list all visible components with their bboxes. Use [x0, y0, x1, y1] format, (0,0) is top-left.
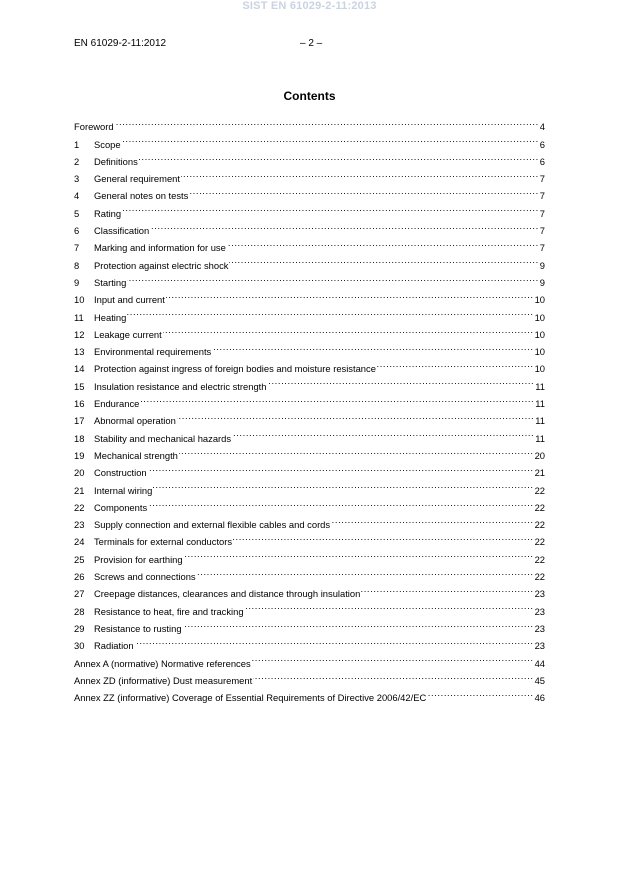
toc-entry[interactable]: [74, 217, 545, 237]
toc-entry-page: 7: [539, 207, 545, 219]
toc-leader-dots: [229, 251, 538, 268]
contents-title: Contents: [283, 89, 336, 103]
toc-entry-title: Endurance: [94, 398, 140, 410]
toc-entry-title: General notes on tests: [94, 190, 189, 202]
toc-entry[interactable]: [74, 321, 545, 338]
toc-entry-page: 6: [539, 138, 545, 150]
toc-entry-page: 22: [534, 501, 545, 513]
toc-entry-title: Stability and mechanical hazards: [94, 432, 232, 444]
toc-entry-page: 11: [535, 415, 545, 427]
toc-entry-number: 17: [74, 415, 85, 427]
toc-entry-title: Provision for earthing: [94, 553, 183, 565]
toc-entry-title: Heating: [94, 311, 127, 323]
toc-leader-dots: [197, 563, 534, 580]
toc-entry-page: 45: [534, 674, 545, 686]
toc-entry-page: 10: [534, 311, 545, 323]
toc-entry-number: 15: [74, 380, 85, 392]
document-id: EN 61029-2-11:2012: [74, 38, 167, 49]
toc-entry[interactable]: [74, 286, 545, 306]
toc-entry-page: 23: [534, 640, 545, 652]
toc-leader-dots: [122, 199, 539, 216]
toc-entry-number: 19: [74, 449, 85, 461]
toc-entry-page: 22: [534, 536, 545, 548]
toc-entry-number: 4: [74, 190, 80, 202]
toc-leader-dots: [184, 545, 534, 562]
toc-entry-title: Rating: [94, 207, 122, 219]
toc-leader-dots: [166, 286, 534, 303]
toc-entry-page: 7: [539, 225, 545, 237]
toc-leader-dots: [227, 234, 539, 251]
toc-entry-number: 10: [74, 294, 85, 306]
toc-entry-number: 20: [74, 467, 85, 479]
toc-leader-dots: [268, 372, 535, 389]
toc-leader-dots: [115, 113, 539, 130]
toc-entry-title: Definitions: [94, 155, 138, 167]
toc-entry-number: 27: [74, 588, 85, 600]
toc-entry[interactable]: [74, 113, 545, 133]
toc-entry[interactable]: [74, 632, 545, 652]
toc-entry-number: 5: [74, 207, 80, 219]
toc-entry-title: Terminals for external conductors: [94, 536, 233, 548]
toc-entry-number: 1: [74, 138, 80, 150]
toc-entry-page: 22: [534, 484, 545, 496]
toc-entry-number: 29: [74, 622, 85, 634]
toc-entry-page: 23: [534, 588, 545, 600]
toc-leader-dots: [427, 684, 533, 701]
toc-leader-dots: [122, 130, 539, 147]
toc-entry[interactable]: [74, 165, 545, 185]
toc-entry-title: Mechanical strength: [94, 449, 178, 461]
toc-entry-page: 7: [539, 173, 545, 185]
toc-leader-dots: [148, 494, 533, 511]
toc-entry-page: 7: [539, 190, 545, 202]
toc-entry-title: Construction: [94, 467, 147, 479]
toc-entry-title: Leakage current: [94, 328, 162, 340]
toc-entry-number: 18: [74, 432, 85, 444]
toc-entry-page: 44: [534, 657, 545, 669]
toc-leader-dots: [189, 182, 538, 199]
toc-leader-dots: [253, 667, 533, 684]
toc-entry-title: Insulation resistance and electric strength: [94, 380, 267, 392]
toc-entry-title: Abnormal operation: [94, 415, 176, 427]
toc-entry-title: Supply connection and external flexible cables and cords: [94, 519, 331, 531]
toc-entry-number: 3: [74, 173, 80, 185]
toc-leader-dots: [139, 148, 539, 165]
toc-entry-number: 30: [74, 640, 85, 652]
toc-entry-title: Annex ZD (informative) Dust measurement: [74, 674, 253, 686]
toc-entry-number: 16: [74, 398, 85, 410]
toc-leader-dots: [127, 269, 538, 286]
toc-entry-number: 23: [74, 519, 85, 531]
toc-leader-dots: [183, 615, 534, 632]
toc-entry-number: 21: [74, 484, 85, 496]
toc-entry-page: 9: [539, 276, 545, 288]
toc-entry-page: 22: [534, 553, 545, 565]
toc-entry-number: 25: [74, 553, 85, 565]
toc-leader-dots: [177, 407, 534, 424]
toc-entry-title: Protection against electric shock: [94, 259, 229, 271]
toc-entry-page: 4: [539, 121, 545, 133]
toc-entry-number: 6: [74, 225, 80, 237]
toc-entry-title: Foreword: [74, 121, 114, 133]
page-number: – 2 –: [300, 38, 323, 49]
toc-entry[interactable]: [74, 303, 545, 323]
toc-leader-dots: [148, 459, 534, 476]
toc-entry-title: Resistance to heat, fire and tracking: [94, 605, 244, 617]
toc-entry-title: Starting: [94, 276, 127, 288]
toc-leader-dots: [232, 424, 534, 441]
toc-leader-dots: [179, 442, 534, 459]
toc-entry-number: 14: [74, 363, 85, 375]
toc-entry-page: 11: [535, 398, 545, 410]
toc-leader-dots: [153, 476, 533, 493]
toc-leader-dots: [252, 649, 534, 666]
toc-leader-dots: [212, 338, 533, 355]
toc-entry-title: Components: [94, 501, 148, 513]
toc-leader-dots: [135, 632, 534, 649]
toc-entry-page: 23: [534, 605, 545, 617]
toc-entry-number: 7: [74, 242, 80, 254]
toc-entry-title: Internal wiring: [94, 484, 153, 496]
toc-leader-dots: [140, 390, 534, 407]
toc-entry-page: 22: [534, 519, 545, 531]
toc-entry-page: 6: [539, 155, 545, 167]
toc-entry-title: Radiation: [94, 640, 134, 652]
toc-entry-page: 10: [534, 363, 545, 375]
toc-entry-title: Input and current: [94, 294, 165, 306]
watermark: SIST EN 61029-2-11:2013: [242, 0, 377, 12]
toc-entry-title: Scope: [94, 138, 121, 150]
toc-entry-number: 28: [74, 605, 85, 617]
table-of-contents: [74, 113, 545, 704]
toc-entry-number: 22: [74, 501, 85, 513]
toc-entry-title: Protection against ingress of foreign bodies and moisture resistance: [94, 363, 376, 375]
toc-entry-page: 9: [539, 259, 545, 271]
toc-entry-page: 20: [534, 449, 545, 461]
toc-entry-number: 26: [74, 571, 85, 583]
toc-entry-number: 12: [74, 328, 85, 340]
toc-entry-title: Environmental requirements: [94, 346, 212, 358]
toc-leader-dots: [163, 321, 534, 338]
toc-entry-title: Classification: [94, 225, 150, 237]
toc-entry-page: 7: [539, 242, 545, 254]
toc-entry-title: Creepage distances, clearances and distance through insulation: [94, 588, 361, 600]
toc-entry-title: Annex A (normative) Normative references: [74, 657, 251, 669]
toc-entry-page: 23: [534, 622, 545, 634]
toc-entry-number: 24: [74, 536, 85, 548]
toc-entry-title: Screws and connections: [94, 571, 196, 583]
toc-entry-page: 10: [534, 328, 545, 340]
toc-entry-number: 8: [74, 259, 80, 271]
toc-entry-number: 13: [74, 346, 85, 358]
toc-entry[interactable]: [74, 130, 545, 150]
toc-entry-title: General requirement: [94, 173, 180, 185]
toc-leader-dots: [377, 355, 534, 372]
toc-entry-number: 11: [74, 311, 84, 323]
toc-entry-page: 46: [534, 692, 545, 704]
toc-entry[interactable]: [74, 148, 545, 165]
toc-entry-title: Marking and information for use: [94, 242, 226, 254]
toc-entry[interactable]: [74, 390, 545, 410]
toc-entry[interactable]: [74, 649, 545, 669]
toc-entry[interactable]: [74, 199, 545, 219]
toc-leader-dots: [150, 217, 539, 234]
toc-entry-number: 2: [74, 155, 80, 167]
toc-leader-dots: [331, 511, 533, 528]
toc-leader-dots: [245, 597, 534, 614]
toc-entry-page: 11: [535, 432, 545, 444]
toc-entry-page: 10: [534, 294, 545, 306]
toc-leader-dots: [127, 303, 533, 320]
toc-entry[interactable]: [74, 407, 545, 427]
toc-leader-dots: [361, 580, 533, 597]
toc-entry-page: 10: [534, 346, 545, 358]
toc-entry[interactable]: [74, 269, 545, 286]
toc-leader-dots: [181, 165, 539, 182]
toc-entry-page: 11: [535, 380, 545, 392]
toc-entry-title: Annex ZZ (informative) Coverage of Essential Requirements of Directive 2006/42/EC: [74, 692, 427, 704]
toc-leader-dots: [233, 528, 533, 545]
toc-entry-number: 9: [74, 276, 80, 288]
toc-entry-page: 22: [534, 571, 545, 583]
toc-entry-page: 21: [534, 467, 545, 479]
toc-entry-title: Resistance to rusting: [94, 622, 182, 634]
